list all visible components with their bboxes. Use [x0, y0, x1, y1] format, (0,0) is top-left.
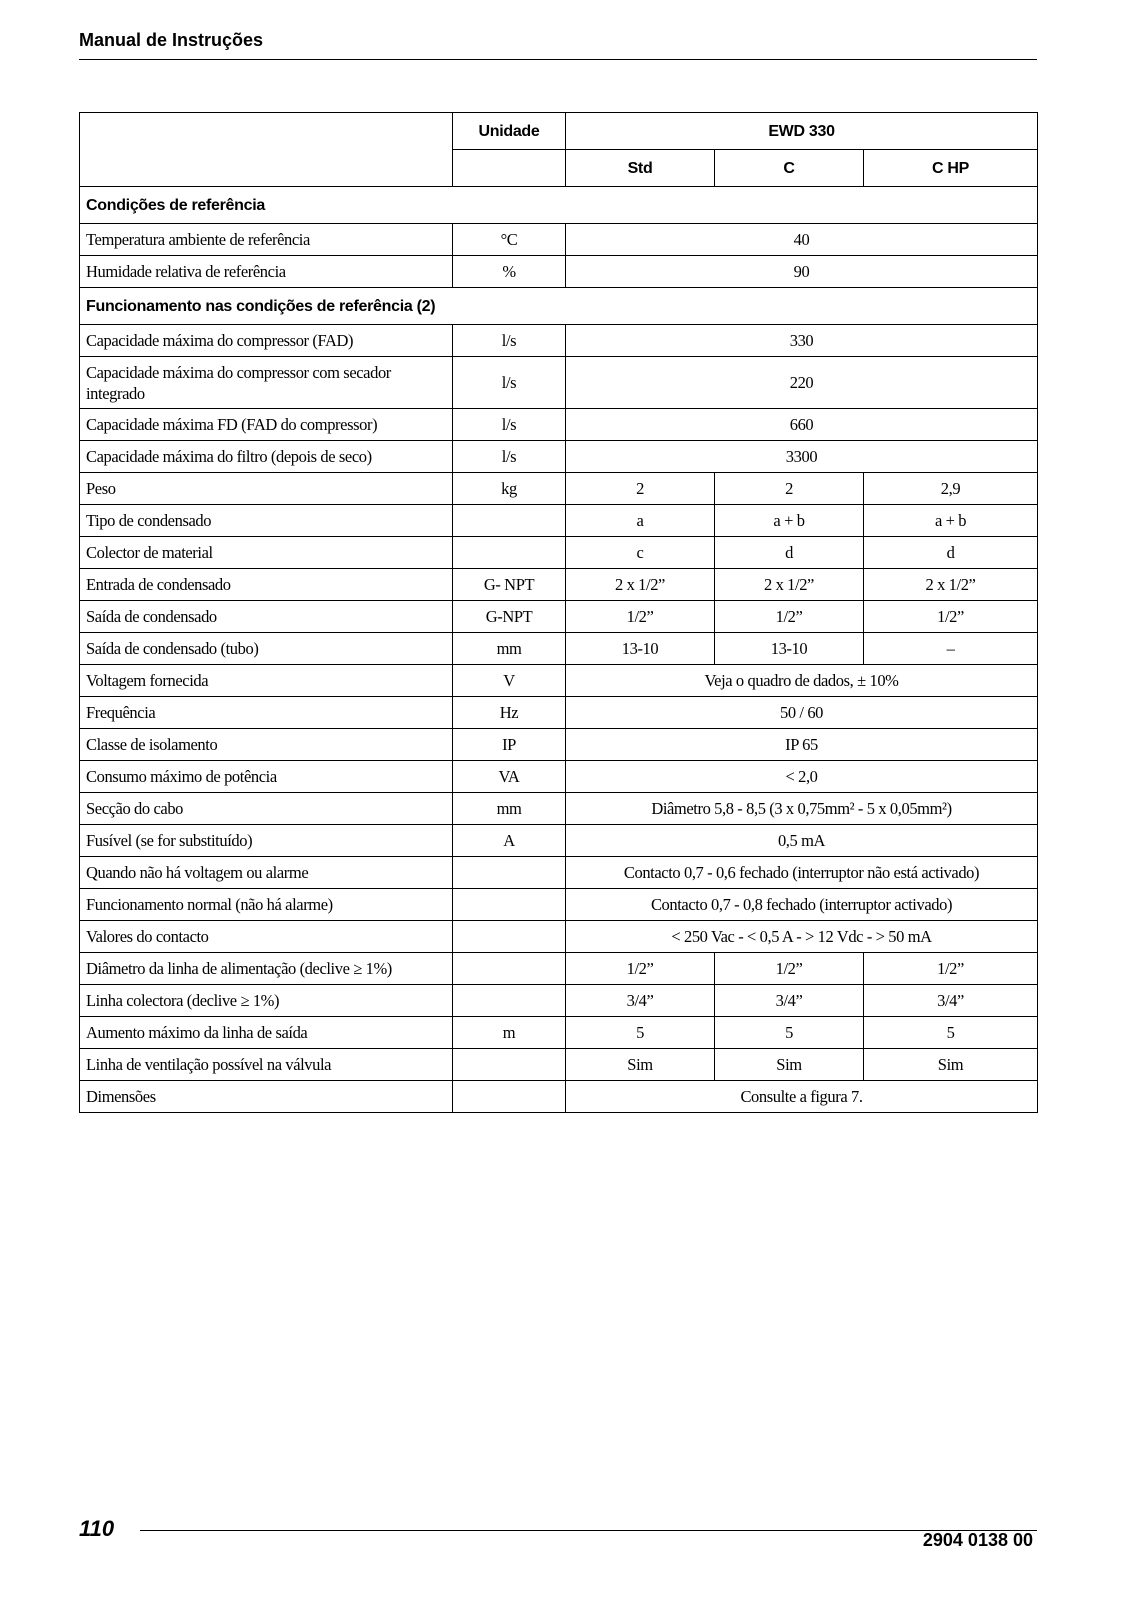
- table-row: [80, 569, 1038, 601]
- row-value: 3300: [566, 441, 1038, 473]
- row-unit: [453, 1049, 566, 1081]
- row-value: 40: [566, 224, 1038, 256]
- table-row: [80, 601, 1038, 633]
- model-column-header: EWD 330: [566, 113, 1038, 150]
- row-value: 1/2”: [566, 601, 715, 633]
- row-value: 5: [566, 1017, 715, 1049]
- row-value: d: [864, 537, 1038, 569]
- row-unit: [453, 857, 566, 889]
- section-row: [80, 288, 1038, 325]
- row-value: 1/2”: [715, 953, 864, 985]
- table-row: [80, 633, 1038, 665]
- row-label: Tipo de condensado: [80, 505, 453, 537]
- row-value: 1/2”: [864, 601, 1038, 633]
- row-label: Frequência: [80, 697, 453, 729]
- row-unit: %: [453, 256, 566, 288]
- row-label: Peso: [80, 473, 453, 505]
- row-value: Contacto 0,7 - 0,8 fechado (interruptor activado): [566, 889, 1038, 921]
- row-label: Capacidade máxima FD (FAD do compressor): [80, 409, 453, 441]
- row-value: Sim: [864, 1049, 1038, 1081]
- row-value: c: [566, 537, 715, 569]
- row-unit: l/s: [453, 325, 566, 357]
- table-row: [80, 325, 1038, 357]
- table-row: [80, 224, 1038, 256]
- row-value: –: [864, 633, 1038, 665]
- row-label: Voltagem fornecida: [80, 665, 453, 697]
- table-row: [80, 889, 1038, 921]
- row-label: Quando não há voltagem ou alarme: [80, 857, 453, 889]
- row-unit: mm: [453, 633, 566, 665]
- header-divider: [79, 59, 1037, 60]
- row-value: 2 x 1/2”: [864, 569, 1038, 601]
- row-value: 5: [715, 1017, 864, 1049]
- row-value: 3/4”: [566, 985, 715, 1017]
- row-unit: IP: [453, 729, 566, 761]
- row-unit: [453, 1081, 566, 1113]
- row-label: Humidade relativa de referência: [80, 256, 453, 288]
- row-unit: [453, 921, 566, 953]
- row-value: 1/2”: [864, 953, 1038, 985]
- row-label: Consumo máximo de potência: [80, 761, 453, 793]
- unit-column-header: Unidade: [453, 113, 566, 150]
- row-value: 90: [566, 256, 1038, 288]
- row-value: 330: [566, 325, 1038, 357]
- row-unit: l/s: [453, 441, 566, 473]
- table-row: [80, 921, 1038, 953]
- row-label: Capacidade máxima do compressor com secador integrado: [80, 357, 453, 409]
- row-unit: VA: [453, 761, 566, 793]
- row-unit: G-NPT: [453, 601, 566, 633]
- row-label: Capacidade máxima do compressor (FAD): [80, 325, 453, 357]
- row-unit: [453, 537, 566, 569]
- row-value: Veja o quadro de dados, ± 10%: [566, 665, 1038, 697]
- row-value: a + b: [715, 505, 864, 537]
- row-label: Saída de condensado: [80, 601, 453, 633]
- table-row: [80, 357, 1038, 409]
- table-row: [80, 1017, 1038, 1049]
- row-label: Secção do cabo: [80, 793, 453, 825]
- row-unit: m: [453, 1017, 566, 1049]
- table-row: [80, 857, 1038, 889]
- row-label: Linha colectora (declive ≥ 1%): [80, 985, 453, 1017]
- table-row: [80, 537, 1038, 569]
- row-value: 660: [566, 409, 1038, 441]
- unit-header-blank: [453, 150, 566, 187]
- row-value: Sim: [566, 1049, 715, 1081]
- row-label: Colector de material: [80, 537, 453, 569]
- row-value: 2: [715, 473, 864, 505]
- table-row: [80, 409, 1038, 441]
- row-unit: l/s: [453, 357, 566, 409]
- row-label: Dimensões: [80, 1081, 453, 1113]
- row-unit: °C: [453, 224, 566, 256]
- row-label: Classe de isolamento: [80, 729, 453, 761]
- row-label: Saída de condensado (tubo): [80, 633, 453, 665]
- row-value: Diâmetro 5,8 - 8,5 (3 x 0,75mm² - 5 x 0,05mm²): [566, 793, 1038, 825]
- row-value: 3/4”: [715, 985, 864, 1017]
- page-number: 110: [79, 1516, 115, 1541]
- row-label: Diâmetro da linha de alimentação (declive ≥ 1%): [80, 953, 453, 985]
- row-unit: [453, 889, 566, 921]
- table-row: [80, 665, 1038, 697]
- header-empty-cell: [80, 113, 453, 187]
- row-unit: mm: [453, 793, 566, 825]
- table-row: [80, 1049, 1038, 1081]
- row-unit: l/s: [453, 409, 566, 441]
- variant-header-std: Std: [566, 150, 715, 187]
- row-value: 2: [566, 473, 715, 505]
- table-header-row: [80, 113, 1038, 150]
- table-row: [80, 793, 1038, 825]
- row-value: 3/4”: [864, 985, 1038, 1017]
- table-row: [80, 1081, 1038, 1113]
- row-value: 5: [864, 1017, 1038, 1049]
- variant-header-c: C: [715, 150, 864, 187]
- row-value: Consulte a figura 7.: [566, 1081, 1038, 1113]
- table-row: [80, 953, 1038, 985]
- section-title-reference-conditions: Condições de referência: [80, 187, 1038, 224]
- row-label: Fusível (se for substituído): [80, 825, 453, 857]
- row-unit: [453, 985, 566, 1017]
- row-label: Capacidade máxima do filtro (depois de seco): [80, 441, 453, 473]
- row-unit: A: [453, 825, 566, 857]
- row-label: Aumento máximo da linha de saída: [80, 1017, 453, 1049]
- table-row: [80, 256, 1038, 288]
- specifications-table: [79, 112, 1038, 1113]
- row-label: Entrada de condensado: [80, 569, 453, 601]
- row-value: 2,9: [864, 473, 1038, 505]
- footer-divider: [140, 1530, 1037, 1531]
- row-label: Linha de ventilação possível na válvula: [80, 1049, 453, 1081]
- row-unit: V: [453, 665, 566, 697]
- table-row: [80, 985, 1038, 1017]
- row-value: 0,5 mA: [566, 825, 1038, 857]
- row-value: 1/2”: [566, 953, 715, 985]
- row-value: < 2,0: [566, 761, 1038, 793]
- row-value: < 250 Vac - < 0,5 A - > 12 Vdc - > 50 mA: [566, 921, 1038, 953]
- row-value: a: [566, 505, 715, 537]
- row-value: a + b: [864, 505, 1038, 537]
- row-unit: Hz: [453, 697, 566, 729]
- row-value: 13-10: [715, 633, 864, 665]
- table-row: [80, 473, 1038, 505]
- row-label: Valores do contacto: [80, 921, 453, 953]
- row-value: d: [715, 537, 864, 569]
- section-title-reference-operation: Funcionamento nas condições de referência (2): [80, 288, 1038, 325]
- row-unit: G- NPT: [453, 569, 566, 601]
- table-row: [80, 761, 1038, 793]
- table-row: [80, 729, 1038, 761]
- row-value: Contacto 0,7 - 0,6 fechado (interruptor não está activado): [566, 857, 1038, 889]
- row-value: 1/2”: [715, 601, 864, 633]
- table-row: [80, 505, 1038, 537]
- row-unit: [453, 953, 566, 985]
- row-value: Sim: [715, 1049, 864, 1081]
- row-label: Temperatura ambiente de referência: [80, 224, 453, 256]
- section-row: [80, 187, 1038, 224]
- variant-header-c-hp: C HP: [864, 150, 1038, 187]
- table-row: [80, 441, 1038, 473]
- table-row: [80, 825, 1038, 857]
- row-unit: [453, 505, 566, 537]
- page-header-title: Manual de Instruções: [79, 30, 264, 50]
- row-value: 50 / 60: [566, 697, 1038, 729]
- table-row: [80, 697, 1038, 729]
- row-value: 220: [566, 357, 1038, 409]
- row-unit: kg: [453, 473, 566, 505]
- row-value: 13-10: [566, 633, 715, 665]
- row-value: IP 65: [566, 729, 1038, 761]
- row-value: 2 x 1/2”: [566, 569, 715, 601]
- document-code: 2904 0138 00: [922, 1530, 1033, 1550]
- row-label: Funcionamento normal (não há alarme): [80, 889, 453, 921]
- row-value: 2 x 1/2”: [715, 569, 864, 601]
